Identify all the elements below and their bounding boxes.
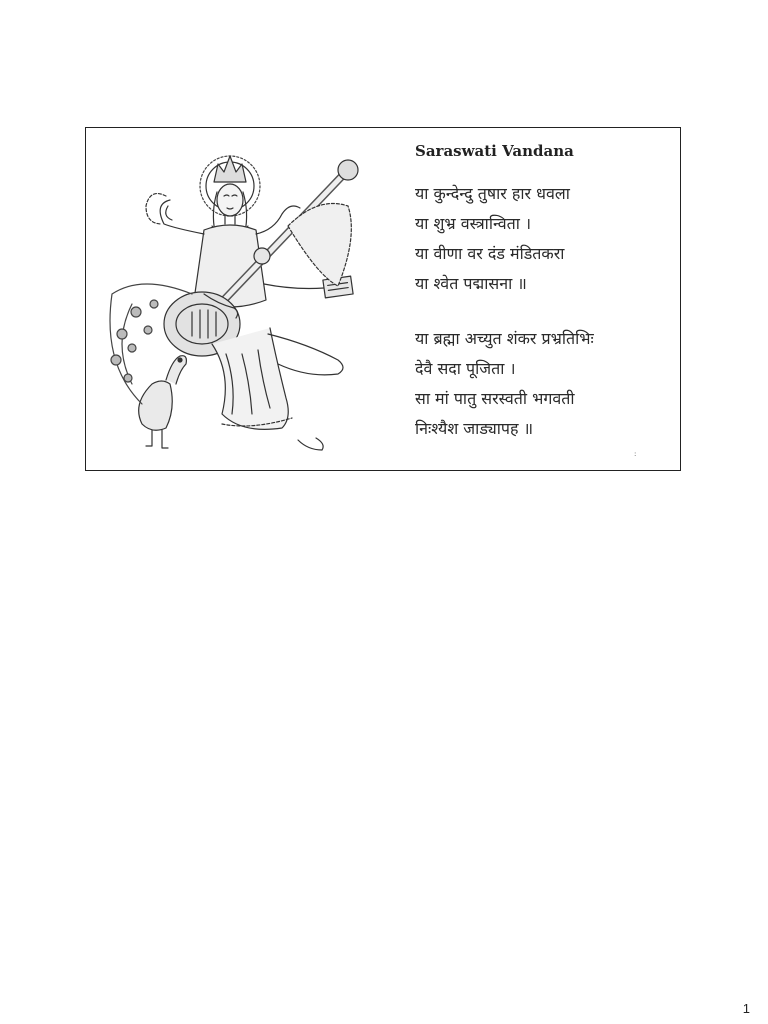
slide-frame (85, 127, 681, 471)
slide-title: Saraswati Vandana (415, 142, 574, 160)
verse-line: देवै सदा पूजिता । (415, 359, 516, 378)
verse-line: सा मां पातु सरस्वती भगवती (415, 389, 575, 408)
verse-line: या ब्रह्मा अच्युत शंकर प्रभ्रतिभिः (415, 329, 594, 348)
verse-line: या शुभ्र वस्त्रान्विता । (415, 214, 532, 233)
vandana-text-block (415, 142, 677, 444)
verse-2 (415, 324, 677, 444)
verse-line: या कुन्देन्दु तुषार हार धवला (415, 184, 570, 203)
verse-line: या श्वेत पद्मासना ॥ (415, 274, 527, 293)
page-number: 1 (742, 1001, 750, 1016)
saraswati-illustration-icon (92, 134, 392, 466)
verse-line: या वीणा वर दंड मंडितकरा (415, 244, 565, 263)
dot-mark: : (634, 450, 637, 458)
verse-1 (415, 179, 677, 299)
verse-line: निःश्यैश जाड्यापह ॥ (415, 419, 534, 438)
